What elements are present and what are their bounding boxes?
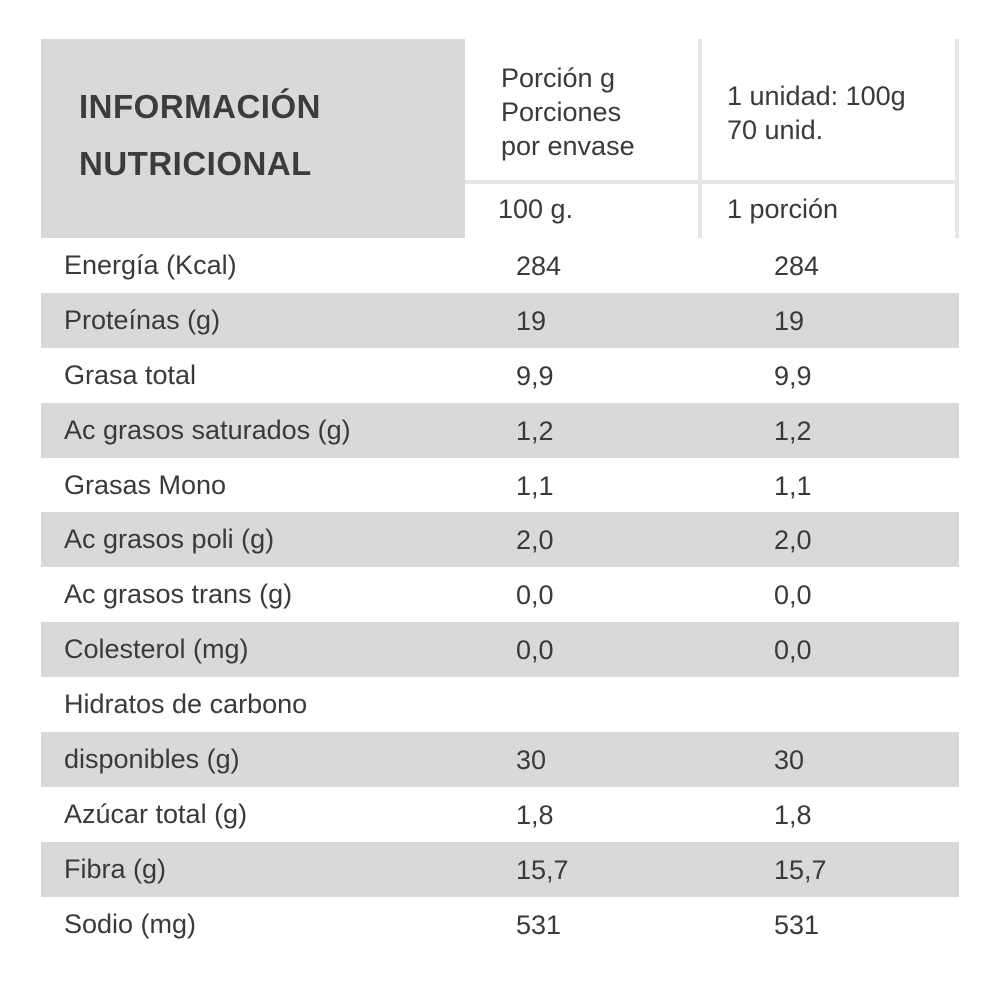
row-value-portion: 0,0: [774, 635, 812, 666]
row-label: Ac grasos poli (g): [64, 524, 275, 555]
table-title-line-1: INFORMACIÓN: [79, 88, 321, 125]
row-value-portion: 15,7: [774, 854, 827, 885]
row-value-portion: 0,0: [774, 580, 812, 611]
table-row: [41, 842, 959, 897]
table-row: [41, 677, 959, 732]
table-row: [41, 348, 959, 403]
row-value-100g: 1,1: [516, 470, 554, 501]
row-label: disponibles (g): [64, 744, 240, 775]
row-label: Proteínas (g): [64, 304, 221, 335]
row-value-100g: 0,0: [516, 580, 554, 611]
table-header: [41, 39, 959, 238]
row-label: Azúcar total (g): [64, 798, 248, 829]
serving-value-line-1: 1 unidad: 100g: [727, 81, 906, 111]
row-value-100g: 9,9: [516, 360, 554, 391]
table-row: [41, 567, 959, 622]
row-value-100g: 1,2: [516, 415, 554, 446]
row-label: Fibra (g): [64, 853, 167, 884]
row-value-100g: 1,8: [516, 799, 554, 830]
table-title-line-2: NUTRICIONAL: [79, 145, 312, 182]
row-value-portion: 531: [774, 909, 820, 940]
row-value-100g: 2,0: [516, 525, 554, 556]
row-label: Ac grasos saturados (g): [64, 414, 351, 445]
column-header-portion: 1 porción: [727, 194, 839, 224]
nutrition-table: [41, 39, 959, 940]
row-value-portion: 30: [774, 745, 805, 776]
row-label: Grasas Mono: [64, 469, 227, 500]
row-value-portion: 1,1: [774, 470, 812, 501]
row-value-100g: 19: [516, 305, 547, 336]
table-row: [41, 897, 959, 952]
row-label: Grasa total: [64, 359, 197, 390]
row-value-portion: 19: [774, 305, 805, 336]
table-row: [41, 622, 959, 677]
table-row: [41, 403, 959, 458]
row-value-portion: 2,0: [774, 525, 812, 556]
table-row: [41, 458, 959, 513]
serving-label-line-1: Porción g: [501, 63, 616, 93]
row-label: Ac grasos trans (g): [64, 579, 293, 610]
header-divider-vertical-2: [955, 39, 959, 238]
row-value-portion: 284: [774, 251, 820, 281]
table-row: [41, 512, 959, 567]
row-value-portion: 1,8: [774, 799, 812, 830]
column-header-100g: 100 g.: [498, 194, 574, 224]
title-box: [41, 39, 465, 238]
serving-label-line-2: Porciones: [501, 97, 622, 127]
row-label: Energía (Kcal): [64, 250, 237, 280]
table-row: [41, 787, 959, 842]
table-body: [41, 238, 959, 952]
row-label: Sodio (mg): [64, 908, 197, 939]
row-value-portion: 9,9: [774, 360, 812, 391]
table-row: [41, 238, 959, 293]
header-divider-vertical-1: [698, 39, 702, 238]
table-row: [41, 732, 959, 787]
table-row: [41, 293, 959, 348]
row-label: Hidratos de carbono: [64, 689, 308, 720]
row-value-100g: 0,0: [516, 635, 554, 666]
serving-value-line-2: 70 unid.: [727, 115, 824, 145]
row-value-100g: 284: [516, 251, 562, 281]
row-value-100g: 30: [516, 745, 547, 776]
row-value-portion: 1,2: [774, 415, 812, 446]
serving-label-line-3: por envase: [501, 131, 635, 161]
row-value-100g: 15,7: [516, 854, 569, 885]
row-label: Colesterol (mg): [64, 634, 249, 665]
row-value-100g: 531: [516, 909, 562, 940]
header-divider-horizontal: [465, 180, 959, 184]
